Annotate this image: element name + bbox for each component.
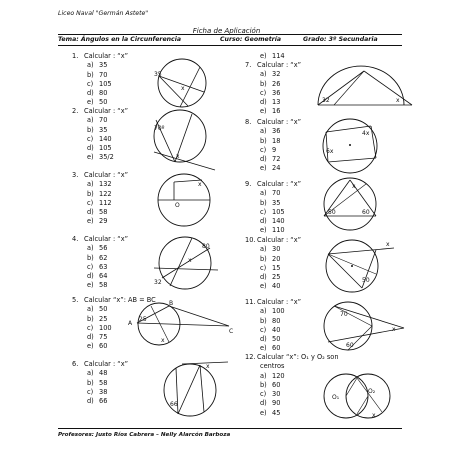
option-value: 13 [272,98,281,107]
question-number: 7. [245,61,252,69]
figure-10 [318,238,398,290]
option-letter: b) [260,198,267,207]
question-10 [245,236,301,292]
option-value: 64 [99,272,108,281]
answer-option [245,326,301,335]
answer-option [245,273,301,282]
answer-option [72,144,128,153]
option-letter: d) [260,335,267,344]
worksheet-title: Ficha de Aplicación [192,27,261,35]
figure-label: x [396,97,400,104]
option-letter: a) [260,127,267,136]
option-letter: b) [260,316,267,325]
option-letter: a) [87,305,94,314]
option-letter: b) [260,79,267,88]
figure-label: x [386,241,390,248]
answer-option [245,164,301,173]
figure-label: O₂ [368,388,376,395]
figure-4 [140,238,230,290]
option-letter: b) [87,378,94,387]
answer-option [72,190,128,199]
option-value: 16 [272,107,281,116]
figure-label: 35 [154,71,162,78]
answer-options [245,127,301,173]
question-1 [72,52,128,108]
figure-label: 32 [154,279,162,286]
answer-option [245,208,301,217]
answer-option [72,153,128,162]
answer-option [72,116,128,125]
question-7 [245,61,301,117]
header-top-rule [58,34,402,35]
option-letter: e) [87,153,94,162]
option-value: 122 [99,189,112,198]
answer-options [72,61,128,107]
question-number: 4. [72,235,79,243]
option-letter: a) [260,70,267,79]
option-letter: c) [87,198,94,207]
option-value: 80 [272,316,281,325]
answer-option [245,226,301,235]
option-value: 114 [272,52,285,60]
option-value: 90 [272,399,281,408]
option-value: 26 [272,79,281,88]
question-2 [72,107,128,163]
option-letter: e) [87,342,94,351]
option-value: 36 [272,127,281,136]
figure-label: 60 [362,209,370,216]
option-value: 70 [99,116,108,125]
option-letter: c) [260,88,267,97]
option-letter: e) [87,281,94,290]
figure-label: 66 [170,401,178,408]
option-letter: a) [87,180,94,189]
option-value: 56 [99,244,108,253]
option-value: 140 [272,217,285,226]
option-value: 63 [99,262,108,271]
option-letter: c) [260,325,267,334]
option-letter: b) [87,125,94,134]
answer-option [72,199,128,208]
answer-options [72,369,128,406]
question-prompt: Calcular “x”: O₁ y O₂ son [257,353,339,361]
option-letter: e) [260,52,267,60]
option-letter: a) [260,307,267,316]
question-prompt: Calcular : “x” [257,236,302,244]
figure-label: O₁ [332,394,340,401]
question-3 [72,171,128,227]
option-letter: c) [260,263,267,272]
question-number: 9. [245,180,252,188]
option-letter: e) [87,98,94,107]
grade-label: Grado: 3º Secundaria [303,36,378,43]
figure-label: 80 [202,243,210,250]
option-letter: d) [260,273,267,282]
question-number: 11. [245,298,256,306]
option-letter: c) [87,79,94,88]
answer-option [245,89,301,98]
figure-6 [150,362,230,417]
option-letter: d) [87,89,94,98]
option-value: 50 [99,98,108,107]
course-label: Curso: Geometría [220,36,282,43]
answer-option [72,254,128,263]
option-value: 112 [99,198,112,207]
option-value: 70 [99,70,108,79]
option-value: 45 [272,408,281,417]
figure-5 [125,302,235,347]
option-letter: d) [260,399,267,408]
topic-label: Tema: Ángulos en la Circunferencia [58,36,182,43]
teachers-footer: Profesores: Justo Ríos Cabrera – Nelly Alarcón Barboza [58,432,231,438]
option-letter: b) [260,380,267,389]
question-9 [245,180,301,236]
option-value: 105 [272,207,285,216]
answer-option [245,155,301,164]
answer-option [72,244,128,253]
school-name: Liceo Naval "Germán Astete" [58,10,149,17]
option-letter: d) [260,217,267,226]
option-value: 60 [272,380,281,389]
option-value: 105 [99,79,112,88]
answer-option [72,126,128,135]
option-value: 110 [272,226,285,235]
option-value: 35 [99,61,108,70]
answer-option [245,217,301,226]
option-value: 75 [99,333,108,342]
answer-option [245,137,301,146]
option-value: 100 [272,307,285,316]
question-prompt: Calcular : “x” [257,118,302,126]
figure-label: B [169,300,174,307]
option-value: 48 [99,369,108,378]
answer-option [245,146,301,155]
figure-label: x [161,337,165,344]
answer-option [72,217,128,226]
answer-option [72,263,128,272]
option-letter: a) [87,61,94,70]
figure-label: 50 [362,277,370,284]
answer-option [245,127,301,136]
option-value: 105 [99,144,112,153]
option-letter: c) [87,134,94,143]
option-letter: e) [260,408,267,417]
option-value: 40 [272,325,281,334]
option-letter: c) [260,145,267,154]
answer-option [72,281,128,290]
option-letter: b) [87,70,94,79]
answer-option [245,70,301,79]
option-value: 25 [272,273,281,282]
option-value: 30 [272,245,281,254]
option-letter: a) [87,116,94,125]
option-value: 62 [99,253,108,262]
option-letter: c) [260,207,267,216]
answer-option [72,369,128,378]
option-value: 120 [272,371,285,380]
answer-option [245,98,301,107]
option-value: 30 [272,390,281,399]
topic-bar [58,36,402,44]
figure-2 [140,112,230,170]
figure-label: 70 [340,311,348,318]
question-prompt: Calcular “x”: AB = BC [84,296,156,304]
answer-option [72,135,128,144]
figure-label: x [392,326,396,333]
option-value: 72 [272,155,281,164]
option-letter: e) [260,282,267,291]
option-letter: a) [260,189,267,198]
option-value: 35 [99,125,108,134]
figure-label: x [188,257,192,264]
question-prompt: Calcular : “x” [257,180,302,188]
option-value: 9 [272,145,277,154]
option-value: 35 [272,198,281,207]
question-number: 2. [72,107,79,115]
question-4 [72,235,128,291]
option-letter: d) [87,144,94,153]
option-value: 18 [272,136,281,145]
figure-label: O [175,202,180,209]
question-number: 8. [245,118,252,126]
option-value: 60 [99,342,108,351]
answer-option [245,307,301,316]
question-11 [245,298,301,354]
answer-option [245,245,301,254]
question-prompt: Calcular : “x” [84,235,129,243]
option-letter: b) [260,136,267,145]
figure-3 [140,172,230,227]
option-value: 50 [272,335,281,344]
answer-option [245,255,301,264]
figure-label: x [206,363,210,370]
option-value: 100 [99,323,112,332]
figure-label: x [372,412,376,419]
option-value: 20 [272,254,281,263]
question-prompt: Calcular : “x” [84,52,129,60]
option-value: 35/2 [99,153,114,162]
answer-option [245,199,301,208]
option-letter: e) [260,226,267,235]
answer-option [72,180,128,189]
question-prompt: Calcular : “x” [84,107,129,115]
answer-options [72,116,128,162]
header-bottom-rule [58,45,402,46]
answer-option [72,397,128,406]
option-letter: b) [87,253,94,262]
option-letter: c) [87,262,94,271]
option-value: 70 [272,189,281,198]
answer-option [72,379,128,388]
figure-label: x [181,85,185,92]
option-letter: d) [87,272,94,281]
question-6-option-e [260,52,285,61]
answer-option [245,107,301,116]
option-letter: d) [87,397,94,406]
figure-1 [140,58,220,108]
option-letter: d) [87,208,94,217]
figure-11 [308,302,408,348]
question-number: 5. [72,296,79,304]
answer-option [245,189,301,198]
option-value: 32 [272,70,281,79]
figure-label: x [198,181,202,188]
figure-8 [316,118,386,173]
answer-option [72,208,128,217]
question-number: 10. [245,236,256,244]
option-letter: c) [87,387,94,396]
answer-options [245,307,301,353]
option-letter: c) [87,323,94,332]
answer-option [245,282,301,291]
answer-option [72,388,128,397]
question-prompt: Calcular : “x” [257,61,302,69]
figure-label: 70º [154,125,165,132]
figure-label: 60 [346,342,354,349]
option-letter: a) [87,369,94,378]
option-value: 50 [99,305,108,314]
option-letter: e) [260,344,267,353]
option-value: 66 [99,397,108,406]
option-value: 60 [272,344,281,353]
option-letter: e) [260,107,267,116]
option-value: 140 [99,134,112,143]
answer-option [72,272,128,281]
question-prompt: Calcular : “x” [84,171,129,179]
option-letter: d) [260,98,267,107]
option-letter: a) [260,371,267,380]
option-letter: a) [260,245,267,254]
answer-options [245,189,301,235]
figure-label: C [229,328,234,335]
option-letter: c) [260,390,267,399]
figure-label: 50 [328,209,336,216]
question-prompt-continued: centros [260,362,285,371]
answer-option [245,264,301,273]
option-letter: e) [87,217,94,226]
option-value: 132 [99,180,112,189]
figure-label: 4x [362,130,370,137]
figure-label: 6x [326,148,334,155]
question-6 [72,360,128,406]
option-letter: b) [87,314,94,323]
question-prompt: Calcular : “x” [84,360,129,368]
figure-label: x [352,183,356,190]
question-prompt: Calcular : “x” [257,298,302,306]
answer-option [72,89,128,98]
question-number: 6. [72,360,79,368]
option-value: 58 [99,378,108,387]
figure-label: 25 [139,316,147,323]
option-letter: d) [87,333,94,342]
footer-rule [58,428,402,429]
option-value: 25 [99,314,108,323]
question-number: 12. [245,353,256,361]
option-value: 15 [272,263,281,272]
figure-label: x [176,153,180,160]
option-value: 24 [272,164,281,173]
answer-option [72,80,128,89]
option-letter: b) [260,254,267,263]
option-letter: e) [260,164,267,173]
option-letter: d) [260,155,267,164]
answer-options [72,244,128,290]
answer-option [245,335,301,344]
question-8 [245,118,301,174]
option-value: 36 [272,88,281,97]
option-letter: b) [87,189,94,198]
answer-option [72,61,128,70]
answer-options [245,70,301,116]
option-value: 40 [272,282,281,291]
option-value: 58 [99,281,108,290]
question-number: 1. [72,52,79,60]
option-value: 80 [99,89,108,98]
option-value: 38 [99,387,108,396]
answer-options [245,245,301,291]
answer-option [245,317,301,326]
figure-label: 32 [322,97,330,104]
answer-options [72,180,128,226]
option-value: 29 [99,217,108,226]
answer-option [245,80,301,89]
figure-7 [314,65,414,110]
option-value: 58 [99,208,108,217]
figure-9 [316,180,386,228]
figure-label: A [128,320,133,327]
answer-option [72,71,128,80]
question-number: 3. [72,171,79,179]
option-letter: a) [87,244,94,253]
figure-12 [322,372,392,422]
